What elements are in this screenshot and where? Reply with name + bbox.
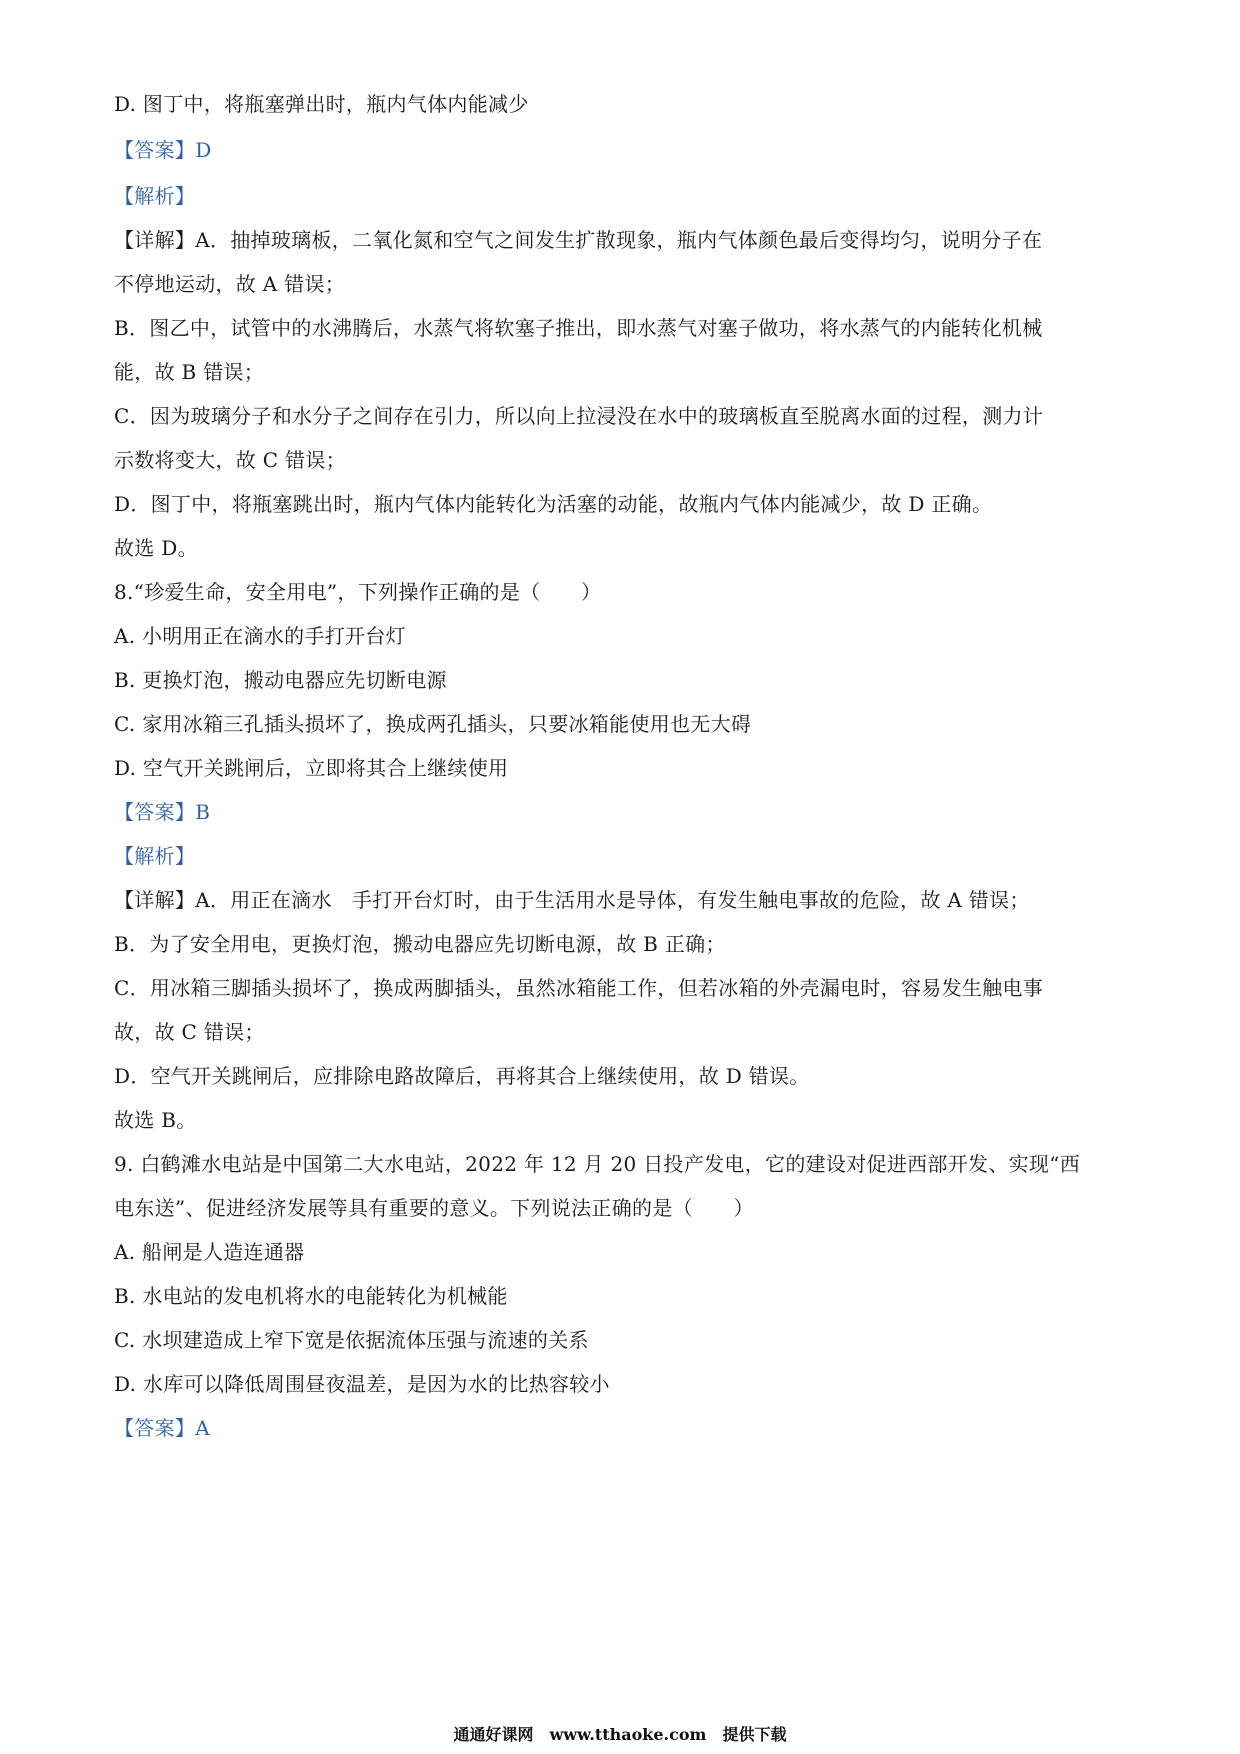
question-8-stem: 8.“珍爱生命，安全用电”，下列操作正确的是（ ） (114, 580, 602, 604)
answer-label-q9: 【答案】A (114, 1416, 210, 1440)
question-9-stem: 9. 白鹤滩水电站是中国第二大水电站，2022 年 12 月 20 日投产发电，它的建设对促进西部开发、实现“西 (114, 1152, 1081, 1176)
detail-line: D．图丁中，将瓶塞跳出时，瓶内气体内能转化为活塞的动能，故瓶内气体内能减少，故 D 正确。 (114, 492, 993, 516)
option-a-q8: A. 小明用正在滴水的手打开台灯 (114, 624, 406, 648)
conclusion-line: 故选 D。 (114, 536, 198, 560)
detail-line: 示数将变大，故 C 错误； (114, 448, 346, 472)
option-c-q8: C. 家用冰箱三孔插头损坏了，换成两孔插头，只要冰箱能使用也无大碍 (114, 712, 752, 736)
detail-line: B．图乙中，试管中的水沸腾后，水蒸气将软塞子推出，即水蒸气对塞子做功，将水蒸气的内能转化机械 (114, 316, 1043, 340)
question-9-stem: 电东送”、促进经济发展等具有重要的意义。下列说法正确的是（ ） (114, 1196, 754, 1220)
option-a-q9: A. 船闸是人造连通器 (114, 1240, 305, 1264)
detail-line: 【详解】A．抽掉玻璃板，二氧化氮和空气之间发生扩散现象，瓶内气体颜色最后变得均匀，说明分子在 (114, 228, 1043, 252)
option-d-q8: D. 空气开关跳闸后，立即将其合上继续使用 (114, 756, 509, 780)
detail-line: B．为了安全用电，更换灯泡，搬动电器应先切断电源，故 B 正确； (114, 932, 726, 956)
conclusion-line: 故选 B。 (114, 1108, 197, 1132)
answer-label-q7: 【答案】D (114, 138, 212, 162)
detail-line: C．因为玻璃分子和水分子之间存在引力，所以向上拉浸没在水中的玻璃板直至脱离水面的过程，测力计 (114, 404, 1044, 428)
detail-line: C．用冰箱三脚插头损坏了，换成两脚插头，虽然冰箱能工作，但若冰箱的外壳漏电时，容易发生触电事 (114, 976, 1044, 1000)
analysis-label-q7: 【解析】 (114, 184, 196, 208)
option-d-q7: D. 图丁中，将瓶塞弹出时，瓶内气体内能减少 (114, 92, 529, 116)
page-footer: 通通好课网 www.tthaoke.com 提供下载 (453, 1725, 787, 1744)
detail-line: 不停地运动，故 A 错误； (114, 272, 346, 296)
option-b-q9: B. 水电站的发电机将水的电能转化为机械能 (114, 1284, 508, 1308)
option-c-q9: C. 水坝建造成上窄下宽是依据流体压强与流速的关系 (114, 1328, 589, 1352)
detail-line: D．空气开关跳闸后，应排除电路故障后，再将其合上继续使用，故 D 错误。 (114, 1064, 810, 1088)
detail-line: 【详解】A．用正在滴水 手打开台灯时，由于生活用水是导体，有发生触电事故的危险，故 A 错误； (114, 888, 1030, 912)
option-b-q8: B. 更换灯泡，搬动电器应先切断电源 (114, 668, 447, 692)
analysis-label-q8: 【解析】 (114, 844, 196, 868)
detail-line: 能，故 B 错误； (114, 360, 265, 384)
answer-label-q8: 【答案】B (114, 800, 211, 824)
option-d-q9: D. 水库可以降低周围昼夜温差，是因为水的比热容较小 (114, 1372, 610, 1396)
detail-line: 故，故 C 错误； (114, 1020, 265, 1044)
